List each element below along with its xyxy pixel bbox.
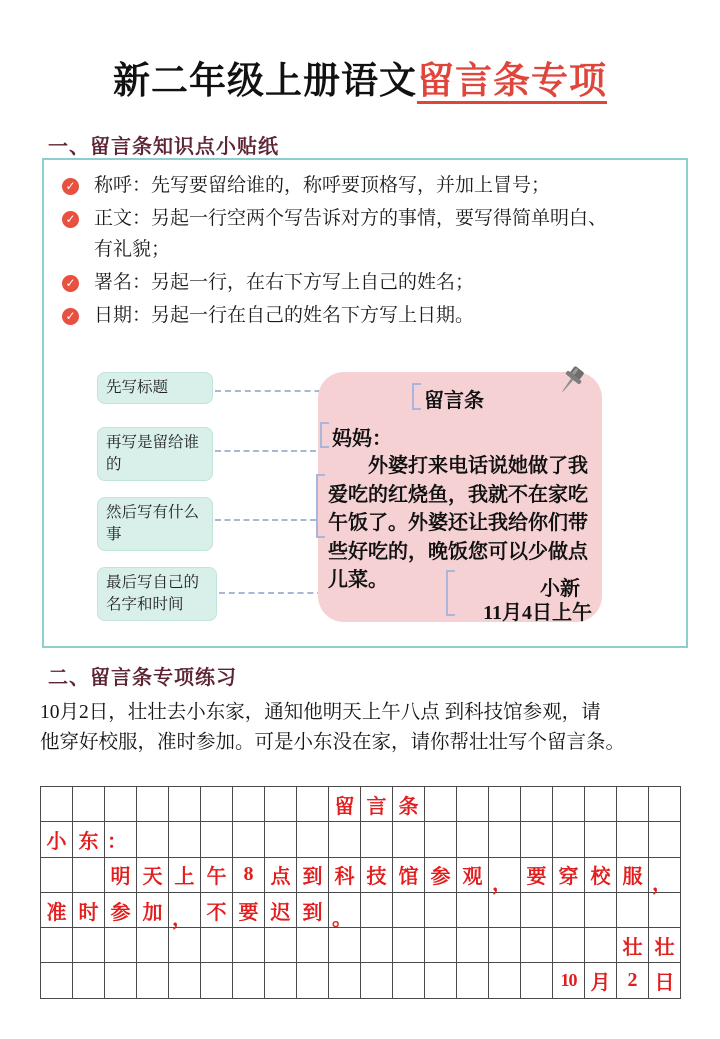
grid-cell [73, 787, 105, 822]
grid-cell [521, 928, 553, 963]
grid-cell: 迟 [265, 892, 297, 927]
grid-cell: 2 [617, 963, 649, 998]
note-body-line: 些好吃的，晚饭您可以少做点 [328, 540, 588, 563]
grid-cell [297, 822, 329, 857]
grid-cell [297, 963, 329, 998]
note-salutation: 妈妈： [332, 428, 392, 450]
grid-cell [617, 892, 649, 927]
grid-cell [73, 963, 105, 998]
grid-cell [553, 928, 585, 963]
grid-cell: 日 [649, 963, 681, 998]
grid-cell [393, 928, 425, 963]
check-icon: ✓ [62, 308, 79, 325]
grid-cell: 条 [393, 787, 425, 822]
grid-cell [169, 822, 201, 857]
grid-cell: 不 [201, 892, 233, 927]
grid-cell: 8 [233, 857, 265, 892]
tips-list [62, 170, 658, 333]
grid-cell: 服 [617, 857, 649, 892]
grid-cell [265, 963, 297, 998]
connector-line [215, 450, 316, 452]
grid-cell [393, 822, 425, 857]
grid-cell [297, 787, 329, 822]
check-icon: ✓ [62, 275, 79, 292]
tip-text: 称呼：先写要留给谁的，称呼要顶格写，并加上冒号； [94, 175, 551, 196]
grid-cell [617, 822, 649, 857]
note-card [318, 372, 602, 622]
grid-cell [169, 787, 201, 822]
grid-cell: 天 [137, 857, 169, 892]
note-body-line: 外婆打来电话说她做了我 [368, 455, 588, 477]
grid-cell [361, 928, 393, 963]
grid-cell [41, 787, 73, 822]
grid-cell [73, 928, 105, 963]
grid-cell [137, 928, 169, 963]
grid-cell: 10 [553, 963, 585, 998]
pushpin-icon [548, 360, 592, 404]
note-body-line: 爱吃的红烧鱼，我就不在家吃 [328, 483, 588, 506]
grid-cell: 要 [521, 857, 553, 892]
tip-text: 正文：另起一行空两个写告诉对方的事情，要写得简单明白、有礼貌； [94, 208, 608, 260]
section2-heading: 二、留言条专项练习 [48, 667, 237, 689]
grid-cell [585, 928, 617, 963]
label-box-signature: 最后写自己的名字和时间 [97, 567, 217, 621]
grid-cell: 壮 [649, 928, 681, 963]
bracket-icon [446, 570, 455, 616]
grid-cell [201, 963, 233, 998]
grid-cell [617, 787, 649, 822]
grid-cell [425, 787, 457, 822]
grid-cell [41, 857, 73, 892]
grid-cell: 加 [137, 892, 169, 927]
grid-cell: 言 [361, 787, 393, 822]
grid-cell [361, 963, 393, 998]
grid-cell [585, 822, 617, 857]
grid-cell: 留 [329, 787, 361, 822]
grid-cell [425, 822, 457, 857]
grid-cell [41, 963, 73, 998]
grid-cell: 小 [41, 822, 73, 857]
grid-cell [425, 963, 457, 998]
grid-cell: 。 [329, 892, 361, 927]
page-title-black: 新二年级上册语文 [113, 61, 417, 102]
grid-cell [105, 928, 137, 963]
grid-cell [73, 857, 105, 892]
grid-cell: 午 [201, 857, 233, 892]
grid-cell [265, 787, 297, 822]
grid-cell [553, 787, 585, 822]
grid-cell [361, 892, 393, 927]
writing-grid [40, 786, 681, 999]
grid-cell [457, 787, 489, 822]
note-body-line: 儿菜。 [328, 569, 388, 591]
tip-item [62, 170, 658, 201]
grid-cell [457, 822, 489, 857]
grid-row [41, 928, 681, 963]
grid-cell [489, 822, 521, 857]
grid-cell [329, 963, 361, 998]
page-title [0, 50, 720, 104]
grid-cell [105, 787, 137, 822]
grid-cell: 时 [73, 892, 105, 927]
grid-cell [297, 928, 329, 963]
grid-cell [105, 963, 137, 998]
grid-cell: 穿 [553, 857, 585, 892]
grid-cell [521, 822, 553, 857]
label-box-content: 然后写有什么事 [97, 497, 213, 551]
grid-cell: 馆 [393, 857, 425, 892]
section1-heading: 一、留言条知识点小贴纸 [48, 136, 279, 158]
grid-cell [169, 963, 201, 998]
bracket-icon [316, 474, 325, 538]
check-icon: ✓ [62, 178, 79, 195]
grid-cell [361, 822, 393, 857]
grid-cell: 东 [73, 822, 105, 857]
grid-cell [41, 928, 73, 963]
grid-cell [393, 892, 425, 927]
grid-cell: 准 [41, 892, 73, 927]
bracket-icon [320, 422, 329, 448]
grid-cell [521, 963, 553, 998]
grid-cell: 到 [297, 892, 329, 927]
grid-cell [201, 822, 233, 857]
note-title: 留言条 [424, 390, 484, 412]
grid-cell: 要 [233, 892, 265, 927]
grid-cell [329, 928, 361, 963]
grid-cell: 观 [457, 857, 489, 892]
tip-item [62, 203, 658, 265]
tip-text: 署名：另起一行，在右下方写上自己的姓名； [94, 272, 475, 293]
grid-cell [137, 963, 169, 998]
grid-cell [265, 928, 297, 963]
writing-grid-table [40, 786, 681, 999]
tip-text: 日期：另起一行在自己的姓名下方写上日期。 [94, 305, 475, 326]
note-signature: 小新 [540, 578, 580, 600]
grid-cell [265, 822, 297, 857]
grid-cell [489, 928, 521, 963]
grid-cell [457, 892, 489, 927]
grid-cell: 科 [329, 857, 361, 892]
grid-cell [233, 963, 265, 998]
grid-row [41, 787, 681, 822]
grid-cell [521, 787, 553, 822]
grid-cell [489, 892, 521, 927]
grid-cell: 月 [585, 963, 617, 998]
grid-cell: 上 [169, 857, 201, 892]
grid-cell: 到 [297, 857, 329, 892]
grid-cell [329, 822, 361, 857]
connector-line [215, 519, 316, 521]
grid-cell [137, 787, 169, 822]
grid-cell [201, 787, 233, 822]
grid-cell [553, 892, 585, 927]
check-icon: ✓ [62, 211, 79, 228]
page-title-highlight: 留言条专项 [417, 61, 607, 102]
grid-cell [585, 787, 617, 822]
grid-cell [425, 928, 457, 963]
exercise-prompt [40, 698, 700, 758]
grid-cell [489, 963, 521, 998]
grid-cell [585, 892, 617, 927]
grid-cell: ， [489, 857, 521, 892]
grid-cell [457, 963, 489, 998]
bracket-icon [412, 383, 421, 410]
label-box-recipient: 再写是留给谁的 [97, 427, 213, 481]
exercise-prompt-line: 10月2日，壮壮去小东家，通知他明天上午八点 到科技馆参观，请 [40, 702, 601, 723]
grid-cell: ， [169, 892, 201, 927]
grid-cell [169, 928, 201, 963]
grid-cell: 参 [105, 892, 137, 927]
grid-cell [553, 822, 585, 857]
tip-item [62, 300, 658, 331]
grid-cell: 校 [585, 857, 617, 892]
grid-cell [233, 822, 265, 857]
grid-cell [649, 892, 681, 927]
grid-cell [201, 928, 233, 963]
grid-cell: 点 [265, 857, 297, 892]
grid-cell: ， [649, 857, 681, 892]
grid-cell: 明 [105, 857, 137, 892]
note-body-line: 午饭了。外婆还让我给你们带 [328, 512, 588, 534]
grid-row [41, 892, 681, 927]
grid-cell: 参 [425, 857, 457, 892]
grid-cell [457, 928, 489, 963]
tip-item [62, 267, 658, 298]
exercise-prompt-line: 他穿好校服，准时参加。可是小东没在家，请你帮壮壮写个留言条。 [40, 732, 626, 753]
grid-cell [233, 787, 265, 822]
note-date: 11月4日上午 [483, 602, 592, 624]
grid-row [41, 822, 681, 857]
grid-row [41, 857, 681, 892]
grid-cell [393, 963, 425, 998]
grid-cell [233, 928, 265, 963]
grid-cell [649, 822, 681, 857]
grid-cell [521, 892, 553, 927]
grid-cell: 技 [361, 857, 393, 892]
label-box-title: 先写标题 [97, 372, 213, 404]
grid-cell [649, 787, 681, 822]
grid-cell [425, 892, 457, 927]
grid-row [41, 963, 681, 998]
grid-cell: ： [105, 822, 137, 857]
grid-cell: 壮 [617, 928, 649, 963]
grid-cell [137, 822, 169, 857]
grid-cell [489, 787, 521, 822]
